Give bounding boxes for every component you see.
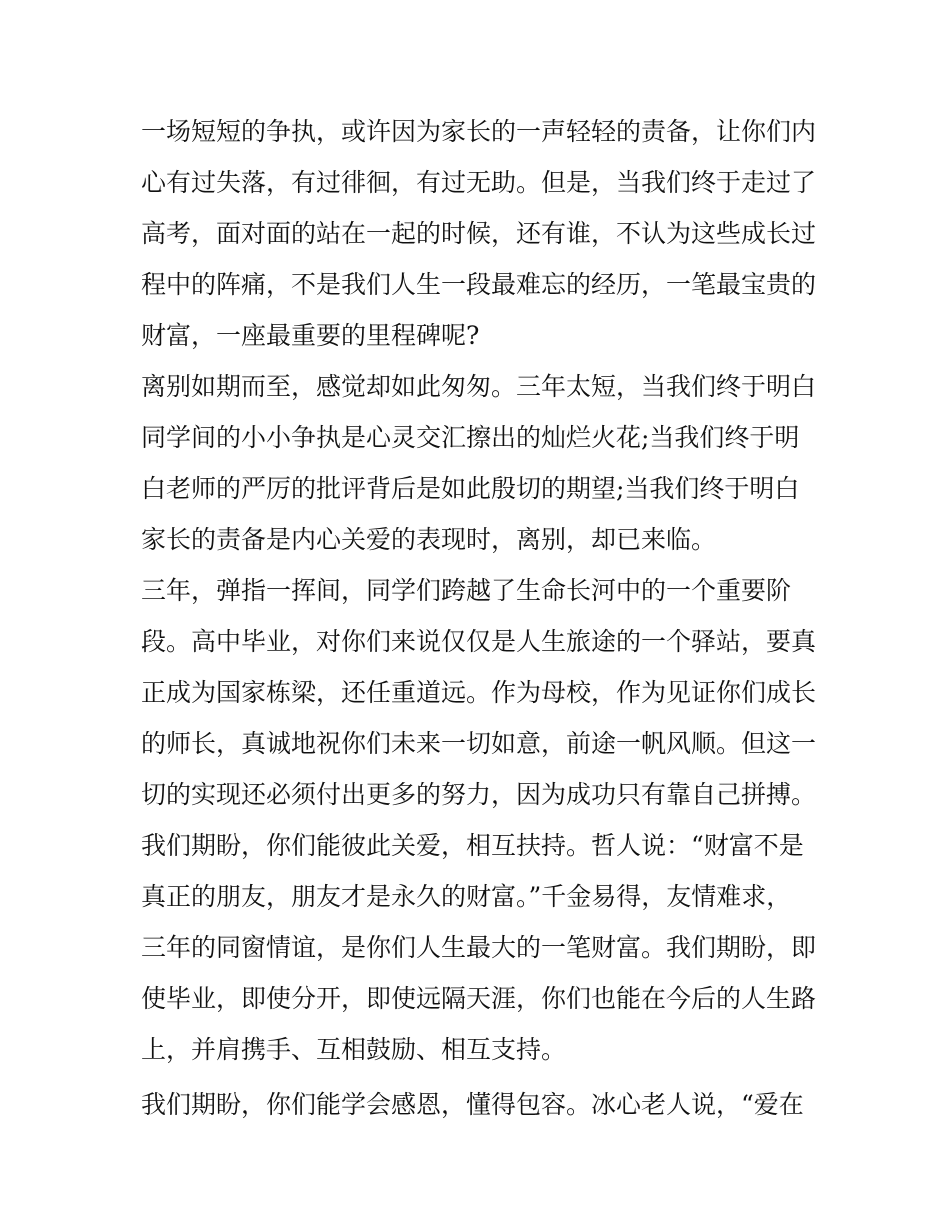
text-line: 三年的同窗情谊，是你们人生最大的一笔财富。我们期盼，即 xyxy=(141,933,817,962)
text-line: 切的实现还必须付出更多的努力，因为成功只有靠自己拼搏。 xyxy=(141,780,817,809)
text-line: 高考，面对面的站在一起的时候，还有谁，不认为这些成长过 xyxy=(141,219,817,248)
text-line: 真正的朋友，朋友才是永久的财富。”千金易得，友情难求， xyxy=(141,882,792,911)
text-line: 的师长，真诚地祝你们未来一切如意，前途一帆风顺。但这一 xyxy=(141,729,817,758)
text-line: 同学间的小小争执是心灵交汇擦出的灿烂火花;当我们终于明 xyxy=(141,423,800,452)
text-line: 我们期盼，你们能彼此关爱，相互扶持。哲人说：“财富不是 xyxy=(141,831,804,860)
text-line: 正成为国家栋梁，还任重道远。作为母校，作为见证你们成长 xyxy=(141,678,817,707)
text-line: 段。高中毕业，对你们来说仅仅是人生旅途的一个驿站，要真 xyxy=(141,627,817,656)
text-line: 程中的阵痛，不是我们人生一段最难忘的经历，一笔最宝贵的 xyxy=(141,270,817,299)
text-line: 三年，弹指一挥间，同学们跨越了生命长河中的一个重要阶 xyxy=(141,576,792,605)
body-text xyxy=(141,106,821,1130)
text-line: 心有过失落，有过徘徊，有过无助。但是，当我们终于走过了 xyxy=(141,168,817,197)
text-line: 白老师的严厉的批评背后是如此殷切的期望;当我们终于明白 xyxy=(141,474,800,503)
text-line: 离别如期而至，感觉却如此匆匆。三年太短，当我们终于明白 xyxy=(141,372,817,401)
text-line: 家长的责备是内心关爱的表现时，离别，却已来临。 xyxy=(141,525,717,554)
text-line: 使毕业，即使分开，即使远隔天涯，你们也能在今后的人生路 xyxy=(141,984,817,1013)
text-line: 上，并肩携手、互相鼓励、相互支持。 xyxy=(141,1035,567,1064)
text-line: 我们期盼，你们能学会感恩，懂得包容。冰心老人说，“爱在 xyxy=(141,1090,804,1119)
text-line: 一场短短的争执，或许因为家长的一声轻轻的责备，让你们内 xyxy=(141,117,817,146)
text-line: 财富，一座最重要的里程碑呢? xyxy=(141,321,480,350)
